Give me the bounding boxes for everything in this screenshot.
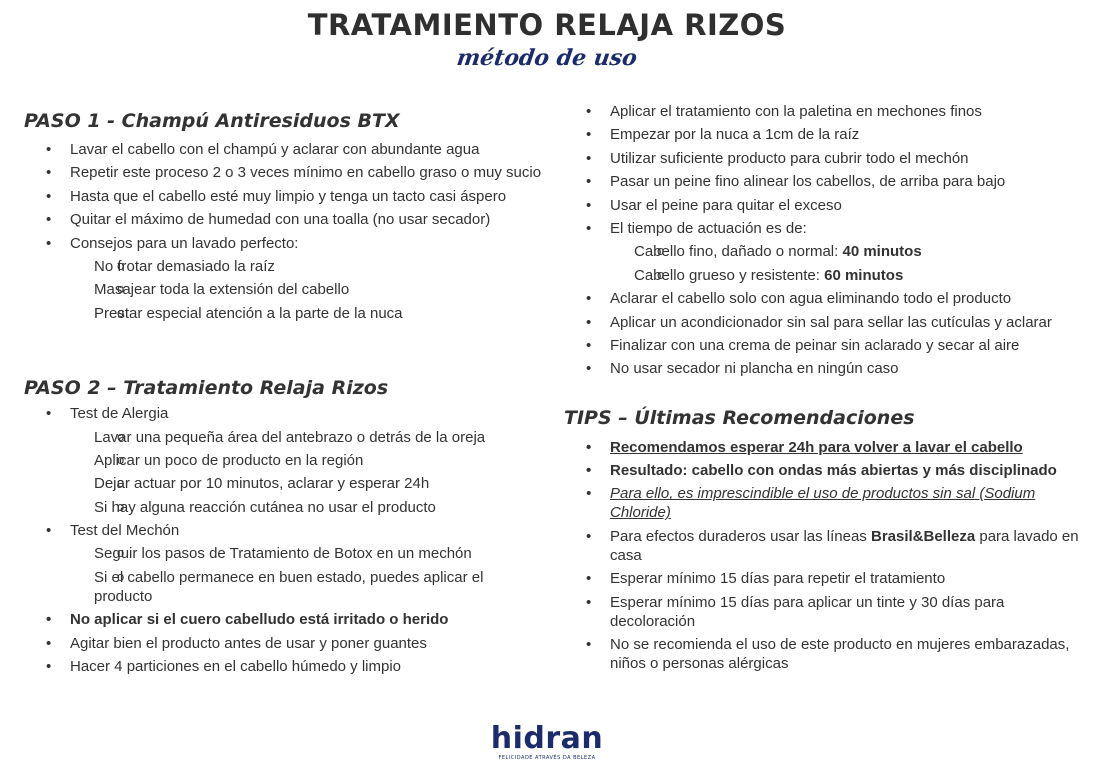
mechon-sublist: [70, 544, 544, 605]
sub-list-item-text: Lavar una pequeña área del antebrazo o detrás de la oreja: [94, 428, 486, 446]
list-item: • Agitar bien el producto antes de usar y poner guantes: [24, 634, 544, 653]
tiempo-value: 40 minutos: [842, 243, 922, 261]
list-item: • Repetir este proceso 2 o 3 veces mínimo en cabello graso o muy sucio: [24, 163, 544, 182]
list-item: • Para ello, es imprescindible el uso de productos sin sal (Sodium Chloride): [564, 484, 1084, 522]
sub-list-item-text: Si el cabello permanece en buen estado, puedes aplicar el producto: [94, 568, 484, 605]
list-item: • Esperar mínimo 15 días para aplicar un tinte y 30 días para decoloración: [564, 593, 1084, 631]
list-item: • Aclarar el cabello solo con agua eliminando todo el producto: [564, 289, 1084, 308]
sub-list-item: [70, 428, 544, 447]
left-column: [24, 108, 544, 680]
list-item: [564, 219, 1084, 285]
tiempo-value: 60 minutos: [824, 266, 904, 284]
list-item: • Aplicar un acondicionador sin sal para sellar las cutículas y aclarar: [564, 313, 1084, 332]
sub-list-item-text: Seguir los pasos de Tratamiento de Botox en un mechón: [94, 545, 472, 563]
brand-logo-word: hidran: [490, 721, 604, 756]
list-item-label: El tiempo de actuación es de:: [610, 219, 807, 237]
brand-tagline: FELICIDADE ATRAVÉS DA BELEZA: [498, 755, 596, 761]
sub-list-item: [70, 280, 544, 299]
paso2-cont-list: [564, 102, 1084, 378]
sub-list-item-text: Si hay alguna reacción cutánea no usar el producto: [94, 498, 436, 516]
list-item: • Aplicar el tratamiento con la paletina en mechones finos: [564, 102, 1084, 121]
tiempo-sublist: [610, 242, 1084, 284]
paso1-heading: PASO 1 - Champú Antiresiduos BTX: [24, 110, 400, 132]
sub-list-item: [610, 242, 1084, 261]
list-item: • Lavar el cabello con el champú y aclarar con abundante agua: [24, 140, 544, 159]
list-item: • Hacer 4 particiones en el cabello húmedo y limpio: [24, 657, 544, 676]
brand-name: Brasil&Belleza: [870, 527, 976, 545]
sub-list-item: [70, 304, 544, 323]
list-item: • Hasta que el cabello esté muy limpio y tenga un tacto casi áspero: [24, 187, 544, 206]
page-subtitle: [0, 45, 1094, 71]
tips-list: [564, 438, 1084, 673]
list-item-label: Consejos para un lavado perfecto:: [70, 234, 299, 252]
list-item: [24, 234, 544, 323]
sub-list-item-text: Prestar especial atención a la parte de la nuca: [94, 304, 403, 322]
sub-list-item: [70, 474, 544, 493]
paso1-list: [24, 140, 544, 323]
paso2-heading: PASO 2 – Tratamiento Relaja Rizos: [24, 377, 389, 400]
list-item-label: Test de Alergia: [70, 405, 169, 423]
alergia-sublist: [70, 428, 544, 517]
list-item-text: Para efectos duraderos usar las líneas: [610, 527, 871, 545]
list-item: • Quitar el máximo de humedad con una toalla (no usar secador): [24, 210, 544, 229]
right-column: [564, 102, 1084, 677]
list-item: • Empezar por la nuca a 1cm de la raíz: [564, 125, 1084, 144]
subtitle-text: método de uso: [455, 45, 639, 71]
tiempo-label: Cabello grueso y resistente:: [634, 266, 825, 284]
sub-list-item: [70, 498, 544, 517]
list-item: • Usar el peine para quitar el exceso: [564, 196, 1084, 215]
list-item: • Utilizar suficiente producto para cubrir todo el mechón: [564, 149, 1084, 168]
sub-list-item-text: No frotar demasiado la raíz: [94, 257, 275, 275]
tiempo-label: Cabello fino, dañado o normal:: [634, 243, 843, 261]
list-item: [24, 521, 544, 606]
list-item-text: para lavado en casa: [610, 527, 1079, 564]
sub-list-item: [610, 266, 1084, 285]
page-title: TRATAMIENTO RELAJA RIZOS: [307, 8, 787, 42]
sub-list-item: [70, 568, 544, 606]
list-item: • Esperar mínimo 15 días para repetir el tratamiento: [564, 569, 1084, 588]
warning-item: • No aplicar si el cuero cabelludo está irritado o herido: [24, 610, 544, 629]
sub-list-item-text: Dejar actuar por 10 minutos, aclarar y esperar 24h: [94, 475, 430, 493]
sub-list-item-text: Masajear toda la extensión del cabello: [94, 281, 350, 299]
list-item: • Resultado: cabello con ondas más abiertas y más disciplinado: [564, 461, 1084, 480]
list-item: • No usar secador ni plancha en ningún caso: [564, 359, 1084, 378]
paso2-list: [24, 404, 544, 676]
sub-list-item-text: Aplicar un poco de producto en la región: [94, 451, 364, 469]
tips-sublist: [70, 257, 544, 323]
list-item: [564, 527, 1084, 565]
brand-logo: [0, 721, 1094, 761]
list-item-label: Test del Mechón: [70, 522, 180, 540]
list-item: • No se recomienda el uso de este producto en mujeres embarazadas, niños o personas alérgicas: [564, 635, 1084, 673]
sub-list-item: [70, 451, 544, 470]
list-item: • Pasar un peine fino alinear los cabellos, de arriba para bajo: [564, 172, 1084, 191]
sub-list-item: [70, 544, 544, 563]
list-item: [24, 404, 544, 517]
tips-heading: TIPS – Últimas Recomendaciones: [564, 406, 915, 429]
sub-list-item: [70, 257, 544, 276]
list-item: • Finalizar con una crema de peinar sin aclarado y secar al aire: [564, 336, 1084, 355]
list-item: • Recomendamos esperar 24h para volver a lavar el cabello: [564, 438, 1084, 457]
